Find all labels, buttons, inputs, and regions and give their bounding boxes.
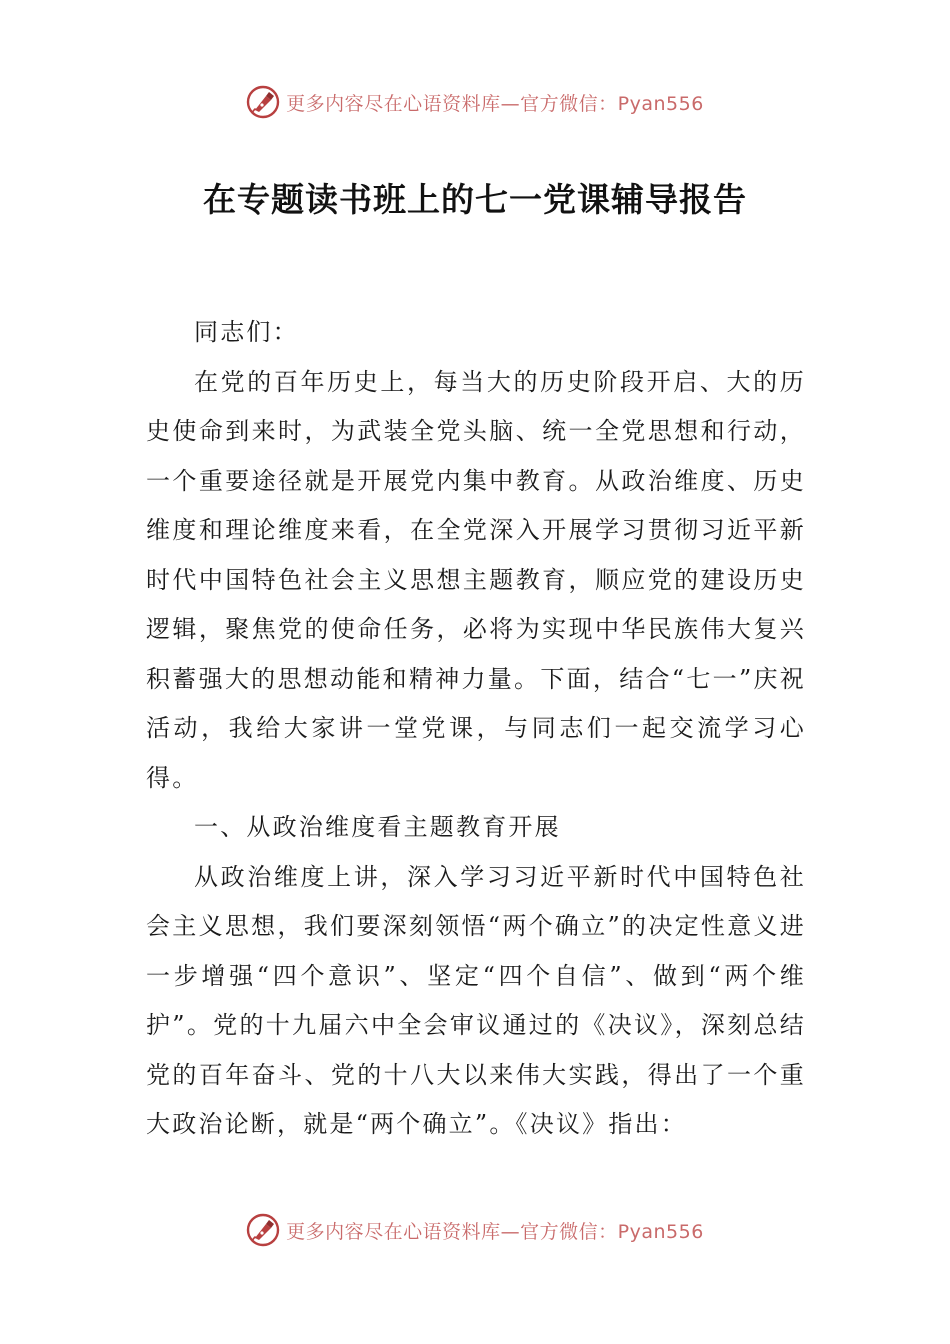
- footer-watermark-banner: [0, 1210, 950, 1250]
- salutation: 同志们：: [194, 318, 299, 346]
- section-heading: 一、从政治维度看主题教育开展: [194, 813, 561, 841]
- watermark-text: 更多内容尽在心语资料库—官方微信：Pyan556: [286, 1220, 704, 1243]
- watermark-text: 更多内容尽在心语资料库—官方微信：Pyan556: [286, 92, 704, 115]
- header-watermark-banner: [0, 82, 950, 122]
- pen-nib-logo-icon: [246, 85, 280, 119]
- body-paragraph: 在党的百年历史上，每当大的历史阶段开启、大的历史使命到来时，为武装全党头脑、统一全党思想和行动，一个重要途径就是开展党内集中教育。从政治维度、历史维度和理论维度来看，在全党深入开展学习贯彻习近平新时代中国特色社会主义思想主题教育，顺应党的建设历史逻辑，聚焦党的使命任务，必将为实现中华民族伟大复兴积蓄强大的思想动能和精神力量。下面，结合“七一”庆祝活动，我给大家讲一堂党课，与同志们一起交流学习心得。: [146, 367, 806, 792]
- pen-nib-logo-icon: [246, 1213, 280, 1247]
- document-title: 在专题读书班上的七一党课辅导报告: [203, 180, 747, 219]
- body-paragraph: 从政治维度上讲，深入学习习近平新时代中国特色社会主义思想，我们要深刻领悟“两个确立”的决定性意义进一步增强“四个意识”、坚定“四个自信”、做到“两个维护”。党的十九届六中全会审议通过的《决议》，深刻总结党的百年奋斗、党的十八大以来伟大实践，得出了一个重大政治论断，就是“两个确立”。《决议》指出：: [146, 862, 806, 1138]
- document-body: [146, 308, 806, 1150]
